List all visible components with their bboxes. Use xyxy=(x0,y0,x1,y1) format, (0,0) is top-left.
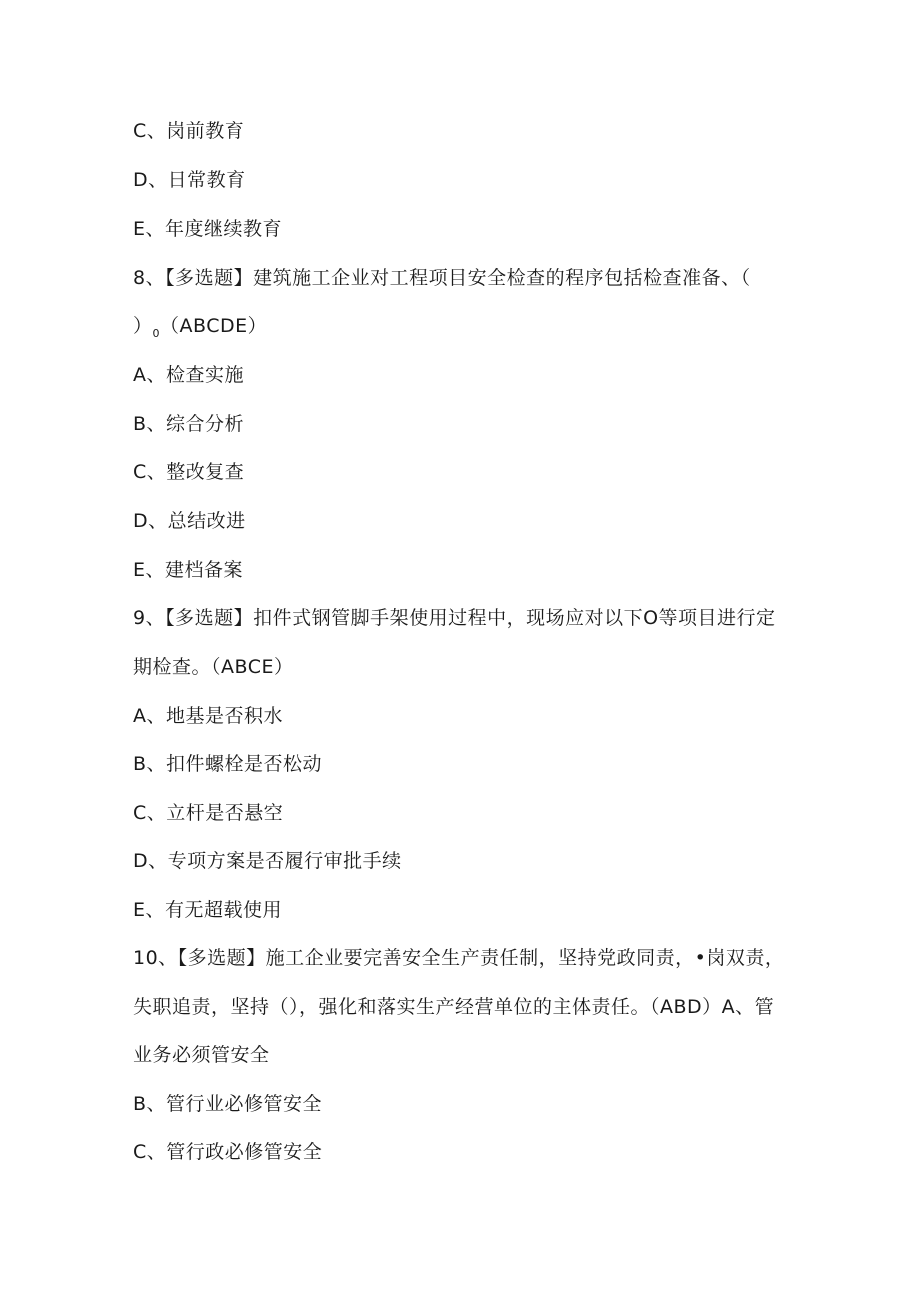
option-c-q8: C、整改复查 xyxy=(133,461,245,483)
option-a-q8: A、检查实施 xyxy=(133,364,244,386)
question-9-text: 9、【多选题】扣件式钢管脚手架使用过程中，现场应对以下O等项目进行定 xyxy=(133,607,776,629)
option-e-q8: E、建档备案 xyxy=(133,559,244,581)
option-d-q9: D、专项方案是否履行审批手续 xyxy=(133,850,402,872)
option-c-q10: C、管行政必修管安全 xyxy=(133,1141,323,1163)
question-8-text: 8、【多选题】建筑施工企业对工程项目安全检查的程序包括检查准备、（ xyxy=(133,267,751,289)
option-b-q8: B、综合分析 xyxy=(133,413,245,435)
option-c-q7: C、岗前教育 xyxy=(133,120,245,142)
subscript-mark: 0 xyxy=(152,327,161,340)
question-10-text-cont: 失职追责，坚持（），强化和落实生产经营单位的主体责任。（ABD）A、管 xyxy=(133,996,775,1018)
option-a-q9: A、地基是否积水 xyxy=(133,705,283,727)
question-9-text-cont: 期检查。（ABCE） xyxy=(133,656,294,678)
option-d-q8: D、总结改进 xyxy=(133,510,246,532)
option-d-q7: D、日常教育 xyxy=(133,169,246,191)
option-e-q7: E、年度继续教育 xyxy=(133,218,283,240)
question-8-answer-line xyxy=(133,314,267,341)
question-10-text-cont-2: 业务必须管安全 xyxy=(133,1044,270,1066)
closing-paren: ） xyxy=(133,315,153,337)
option-e-q9: E、有无超载使用 xyxy=(133,899,283,921)
question-8-answer: （ABCDE） xyxy=(160,315,268,337)
option-c-q9: C、立杆是否悬空 xyxy=(133,802,284,824)
option-b-q9: B、扣件螺栓是否松动 xyxy=(133,753,323,775)
option-b-q10: B、管行业必修管安全 xyxy=(133,1093,323,1115)
question-10-text: 10、【多选题】施工企业要完善安全生产责任制，坚持党政同责，•岗双责， xyxy=(133,947,785,969)
